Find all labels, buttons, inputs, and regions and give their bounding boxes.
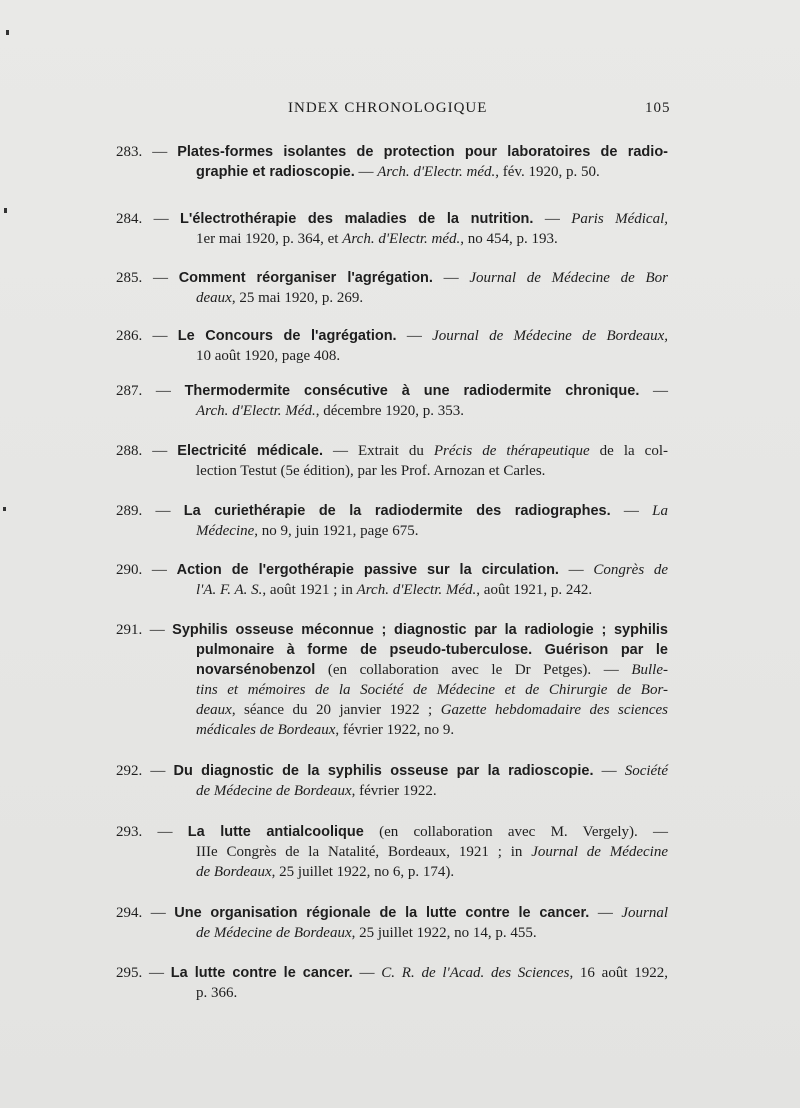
- entry-title-text: Thermodermite consécutive à une radiodermite chronique.: [184, 383, 640, 399]
- entry-source-text: Précis de thérapeutique: [433, 443, 590, 459]
- entry-source-text: Journal: [621, 905, 669, 921]
- bibliography-entry: [116, 560, 668, 600]
- entry-text: 285. —: [116, 270, 179, 286]
- entry-source-text: La: [652, 503, 669, 519]
- entry-continuation-line: [116, 862, 668, 882]
- entry-text: , 25 juillet 1922, no 6, p. 174).: [271, 864, 455, 880]
- entry-title-text: La curiethérapie de la radiodermite des radiographes.: [183, 503, 611, 519]
- entry-continuation-line: [116, 923, 668, 943]
- entry-title-text: Electricité médicale.: [177, 443, 323, 459]
- entry-text: —: [533, 211, 572, 227]
- bibliography-entry: [116, 381, 668, 421]
- bibliography-entry: [116, 963, 668, 1003]
- entry-source-text: de Bordeaux: [196, 864, 272, 880]
- entry-source-text: Arch. d'Electr. Méd.: [356, 582, 477, 598]
- entry-first-line: [116, 441, 668, 461]
- entry-text: , décembre 1920, p. 353.: [315, 403, 464, 419]
- entry-text: , février 1922, no 9.: [335, 722, 455, 738]
- entry-continuation-line: [116, 346, 668, 366]
- entry-continuation-line: [116, 640, 668, 660]
- scan-speck: [4, 208, 7, 213]
- entry-continuation-line: [116, 162, 668, 182]
- entry-text: 10 août 1920, page 408.: [196, 348, 341, 364]
- entry-title-text: Du diagnostic de la syphilis osseuse par la radioscopie.: [173, 763, 594, 779]
- entry-continuation-line: [116, 461, 668, 481]
- entry-source-text: tins et mémoires de la Société de Médecine et de Chirurgie de Bor-: [196, 682, 668, 698]
- entry-text: IIIe Congrès de la Natalité, Bordeaux, 1921 ; in: [196, 844, 532, 860]
- entry-text: 290. —: [116, 562, 177, 578]
- bibliography-entry: [116, 501, 668, 541]
- entry-continuation-line: [116, 580, 668, 600]
- entry-continuation-line: [116, 229, 668, 249]
- bibliography-entry: [116, 441, 668, 481]
- scan-speck: [3, 507, 6, 511]
- entry-source-text: Arch. d'Electr. méd.: [342, 231, 461, 247]
- entry-continuation-line: [116, 680, 668, 700]
- entry-source-text: Arch. d'Electr. méd.: [377, 164, 496, 180]
- entry-source-text: l'A. F. A. S.: [196, 582, 263, 598]
- entry-text: 295. —: [116, 965, 171, 981]
- entry-text: (en collaboration avec M. Vergely). —: [363, 824, 669, 840]
- bibliography-entry: [116, 822, 668, 882]
- entry-source-text: Journal de Médecine: [531, 844, 668, 860]
- entry-source-text: Journal de Médecine de Bordeaux,: [432, 328, 669, 344]
- entry-first-line: [116, 501, 668, 521]
- entry-continuation-line: [116, 401, 668, 421]
- entry-continuation-line: [116, 288, 668, 308]
- entry-title-text: La lutte contre le cancer.: [170, 965, 353, 981]
- entry-continuation-line: [116, 700, 668, 720]
- entry-text: 291. —: [116, 622, 173, 638]
- bibliography-entry: [116, 142, 668, 182]
- entry-source-text: Paris Médical,: [571, 211, 668, 227]
- entry-continuation-line: [116, 781, 668, 801]
- entry-title-text: Une organisation régionale de la lutte contre le cancer.: [174, 905, 590, 921]
- entry-text: , août 1921 ; in: [262, 582, 357, 598]
- entry-text: , février 1922.: [351, 783, 437, 799]
- entry-text: , séance du 20 janvier 1922 ;: [231, 702, 441, 718]
- entry-text: —: [432, 270, 470, 286]
- entry-text: , 25 juillet 1922, no 14, p. 455.: [351, 925, 537, 941]
- entry-text: 289. —: [116, 503, 184, 519]
- bibliography-entry: [116, 326, 668, 366]
- entry-source-text: Bulle-: [631, 662, 668, 678]
- entry-text: —: [589, 905, 622, 921]
- entry-source-text: de Médecine de Bordeaux: [196, 783, 352, 799]
- entry-source-text: deaux: [196, 290, 232, 306]
- entry-continuation-line: [116, 983, 668, 1003]
- entry-title-text: graphie et radioscopie.: [196, 164, 355, 180]
- entry-title-text: Le Concours de l'agrégation.: [177, 328, 397, 344]
- entry-text: —: [396, 328, 433, 344]
- entry-source-text: médicales de Bordeaux: [196, 722, 336, 738]
- bibliography-entry: [116, 620, 668, 740]
- entry-source-text: Médecine: [196, 523, 255, 539]
- entry-source-text: de Médecine de Bordeaux: [196, 925, 352, 941]
- entry-source-text: Journal de Médecine de Bor: [469, 270, 669, 286]
- entry-source-text: Arch. d'Electr. Méd.: [196, 403, 316, 419]
- entry-text: 286. —: [116, 328, 178, 344]
- entry-text: , 16 août 1922,: [569, 965, 669, 981]
- bibliography-entry: [116, 209, 668, 249]
- entry-title-text: L'électrothérapie des maladies de la nutrition.: [180, 211, 534, 227]
- entry-source-text: Congrès de: [593, 562, 669, 578]
- bibliography-entry: [116, 268, 668, 308]
- entry-first-line: [116, 268, 668, 288]
- page-number: 105: [645, 100, 671, 116]
- scan-speck: [6, 30, 9, 35]
- entry-text: p. 366.: [196, 985, 238, 1001]
- running-title: INDEX CHRONOLOGIQUE: [288, 100, 488, 116]
- entry-title-text: Action de l'ergothérapie passive sur la circulation.: [176, 562, 559, 578]
- entry-first-line: [116, 620, 668, 640]
- entry-text: —: [610, 503, 653, 519]
- entry-continuation-line: [116, 720, 668, 740]
- entry-source-text: Société: [624, 763, 669, 779]
- entry-text: 283. —: [116, 144, 178, 160]
- entry-text: 287. —: [116, 383, 185, 399]
- entry-text: , no 454, p. 193.: [460, 231, 558, 247]
- entry-source-text: Gazette hebdomadaire des sciences: [440, 702, 668, 718]
- entry-text: 284. —: [116, 211, 181, 227]
- entry-text: —: [558, 562, 594, 578]
- entry-first-line: [116, 381, 668, 401]
- entry-text: (en collaboration avec le Dr Petges). —: [315, 662, 632, 678]
- entry-title-text: La lutte antialcoolique: [187, 824, 364, 840]
- entry-continuation-line: [116, 521, 668, 541]
- entry-text: , fév. 1920, p. 50.: [495, 164, 600, 180]
- entry-text: —: [639, 383, 669, 399]
- entry-text: —: [354, 164, 378, 180]
- entry-title-text: Plates-formes isolantes de protection pour laboratoires de radio-: [177, 144, 669, 160]
- entry-text: 292. —: [116, 763, 174, 779]
- entry-text: , no 9, juin 1921, page 675.: [254, 523, 419, 539]
- entry-source-text: deaux: [196, 702, 232, 718]
- entry-text: 293. —: [116, 824, 188, 840]
- entry-first-line: [116, 903, 668, 923]
- entry-source-text: C. R. de l'Acad. des Sciences: [381, 965, 570, 981]
- entry-first-line: [116, 761, 668, 781]
- entry-first-line: [116, 326, 668, 346]
- entry-text: 288. —: [116, 443, 178, 459]
- entry-first-line: [116, 142, 668, 162]
- entry-text: lection Testut (5e édition), par les Prof. Arnozan et Carles.: [196, 463, 546, 479]
- entry-text: 294. —: [116, 905, 175, 921]
- entry-title-text: Comment réorganiser l'agrégation.: [178, 270, 433, 286]
- bibliography-entry: [116, 761, 668, 801]
- entry-continuation-line: [116, 660, 668, 680]
- entry-title-text: pulmonaire à forme de pseudo-tuberculose. Guérison par le: [196, 642, 668, 658]
- bibliography-entry: [116, 903, 668, 943]
- page-header: [0, 100, 800, 120]
- entry-title-text: novarsénobenzol: [196, 662, 316, 678]
- entry-title-text: Syphilis osseuse méconnue ; diagnostic par la radiologie ; syphilis: [172, 622, 668, 638]
- entry-text: —: [593, 763, 625, 779]
- entry-text: — Extrait du: [322, 443, 434, 459]
- entry-first-line: [116, 822, 668, 842]
- entry-first-line: [116, 560, 668, 580]
- entry-text: —: [352, 965, 382, 981]
- entry-text: 1er mai 1920, p. 364, et: [196, 231, 343, 247]
- entry-continuation-line: [116, 842, 668, 862]
- entry-text: , août 1921, p. 242.: [476, 582, 593, 598]
- entry-first-line: [116, 209, 668, 229]
- entry-first-line: [116, 963, 668, 983]
- entry-text: de la col-: [589, 443, 669, 459]
- entry-text: , 25 mai 1920, p. 269.: [231, 290, 364, 306]
